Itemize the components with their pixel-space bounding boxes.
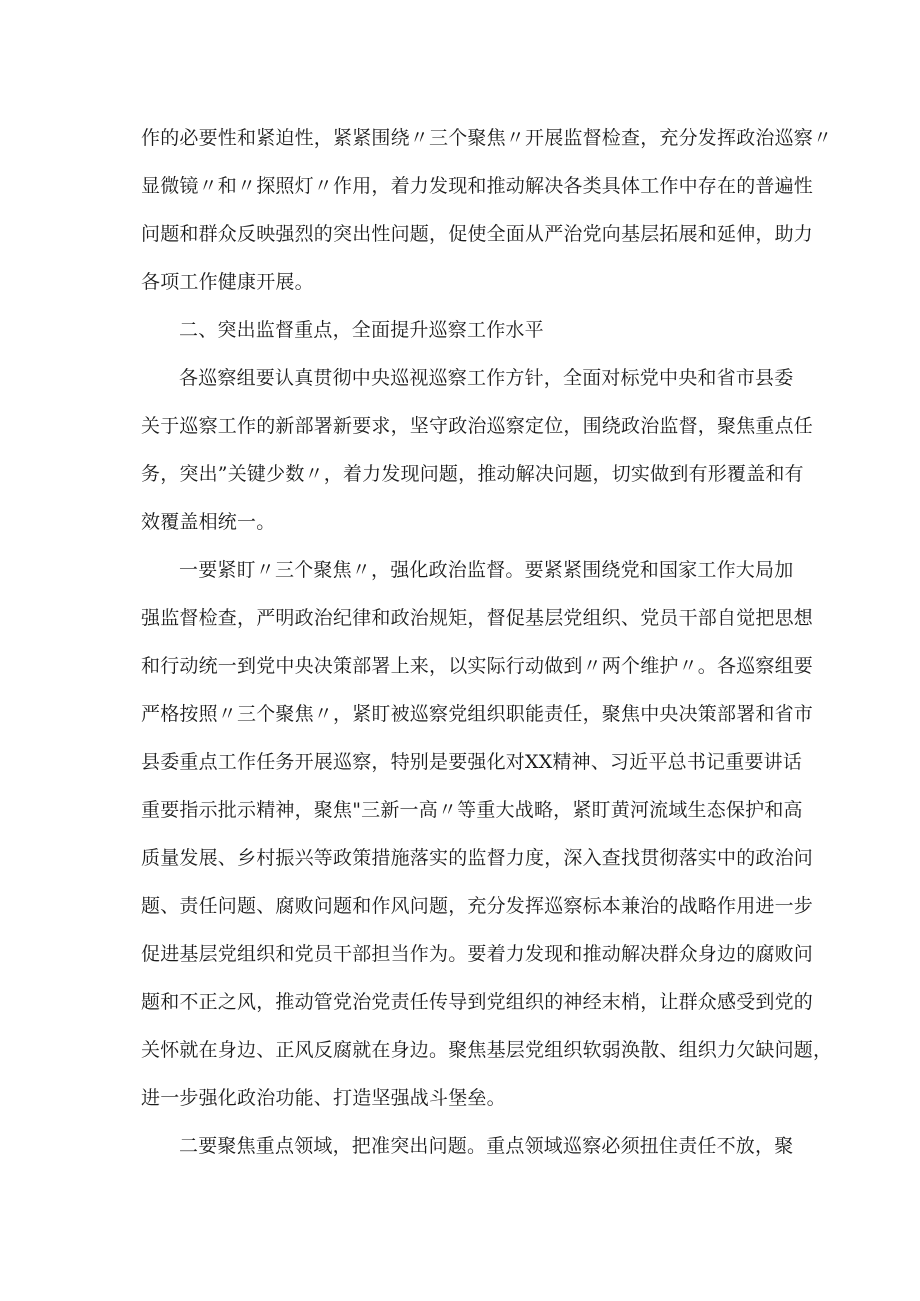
paragraph-line: 问题和群众反映强烈的突出性问题，促使全面从严治党向基层拓展和延伸，助力 xyxy=(141,223,814,245)
paragraph-line: 促进基层党组织和党员干部担当作为。要着力发现和推动解决群众身边的腐败问 xyxy=(141,943,814,965)
paragraph-line: 和行动统一到党中央决策部署上来，以实际行动做到〃两个维护〃。各巡察组要 xyxy=(141,655,814,677)
section-heading: 二、突出监督重点，全面提升巡察工作水平 xyxy=(179,319,544,341)
paragraph-line: 一要紧盯〃三个聚焦〃，强化政治监督。要紧紧围绕党和国家工作大局加 xyxy=(179,559,794,581)
paragraph-line: 题和不正之风，推动管党治党责任传导到党组织的神经末梢，让群众感受到党的 xyxy=(141,991,814,1013)
paragraph-line: 进一步强化政治功能、打造坚强战斗堡垒。 xyxy=(141,1087,506,1109)
paragraph-line: 作的必要性和紧迫性，紧紧围绕〃三个聚焦〃开展监督检查，充分发挥政治巡察〃 xyxy=(141,127,833,149)
paragraph-line: 质量发展、乡村振兴等政策措施落实的监督力度，深入查找贯彻落实中的政治问 xyxy=(141,847,814,869)
paragraph-line: 关于巡察工作的新部署新要求，坚守政治巡察定位，围绕政治监督，聚焦重点任 xyxy=(141,415,814,437)
paragraph-line: 强监督检查，严明政治纪律和政治规矩，督促基层党组织、党员干部自觉把思想 xyxy=(141,607,814,629)
paragraph-line: 关怀就在身边、正风反腐就在身边。聚焦基层党组织软弱涣散、组织力欠缺问题， xyxy=(141,1039,833,1061)
paragraph-line: 各巡察组要认真贯彻中央巡视巡察工作方针，全面对标党中央和省市县委 xyxy=(179,367,794,389)
paragraph-line: 务，突出”关键少数〃，着力发现问题，推动解决问题，切实做到有形覆盖和有 xyxy=(141,463,804,485)
paragraph-line: 严格按照〃三个聚焦〃，紧盯被巡察党组织职能责任，聚焦中央决策部署和省市 xyxy=(141,703,814,725)
paragraph-line: 各项工作健康开展。 xyxy=(141,271,314,293)
paragraph-line: 效覆盖相统一。 xyxy=(141,511,276,533)
paragraph-line: 题、责任问题、腐败问题和作风问题，充分发挥巡察标本兼治的战略作用进一步 xyxy=(141,895,814,917)
paragraph-line: 县委重点工作任务开展巡察，特别是要强化对XX精神、习近平总书记重要讲话 xyxy=(141,751,803,773)
paragraph-line: 显微镜〃和〃探照灯〃作用，着力发现和推动解决各类具体工作中存在的普遍性 xyxy=(141,175,814,197)
paragraph-line: 二要聚焦重点领域，把准突出问题。重点领域巡察必须扭住责任不放，聚 xyxy=(179,1135,794,1157)
paragraph-line: 重要指示批示精神，聚焦"三新一高〃等重大战略，紧盯黄河流域生态保护和高 xyxy=(141,799,803,821)
